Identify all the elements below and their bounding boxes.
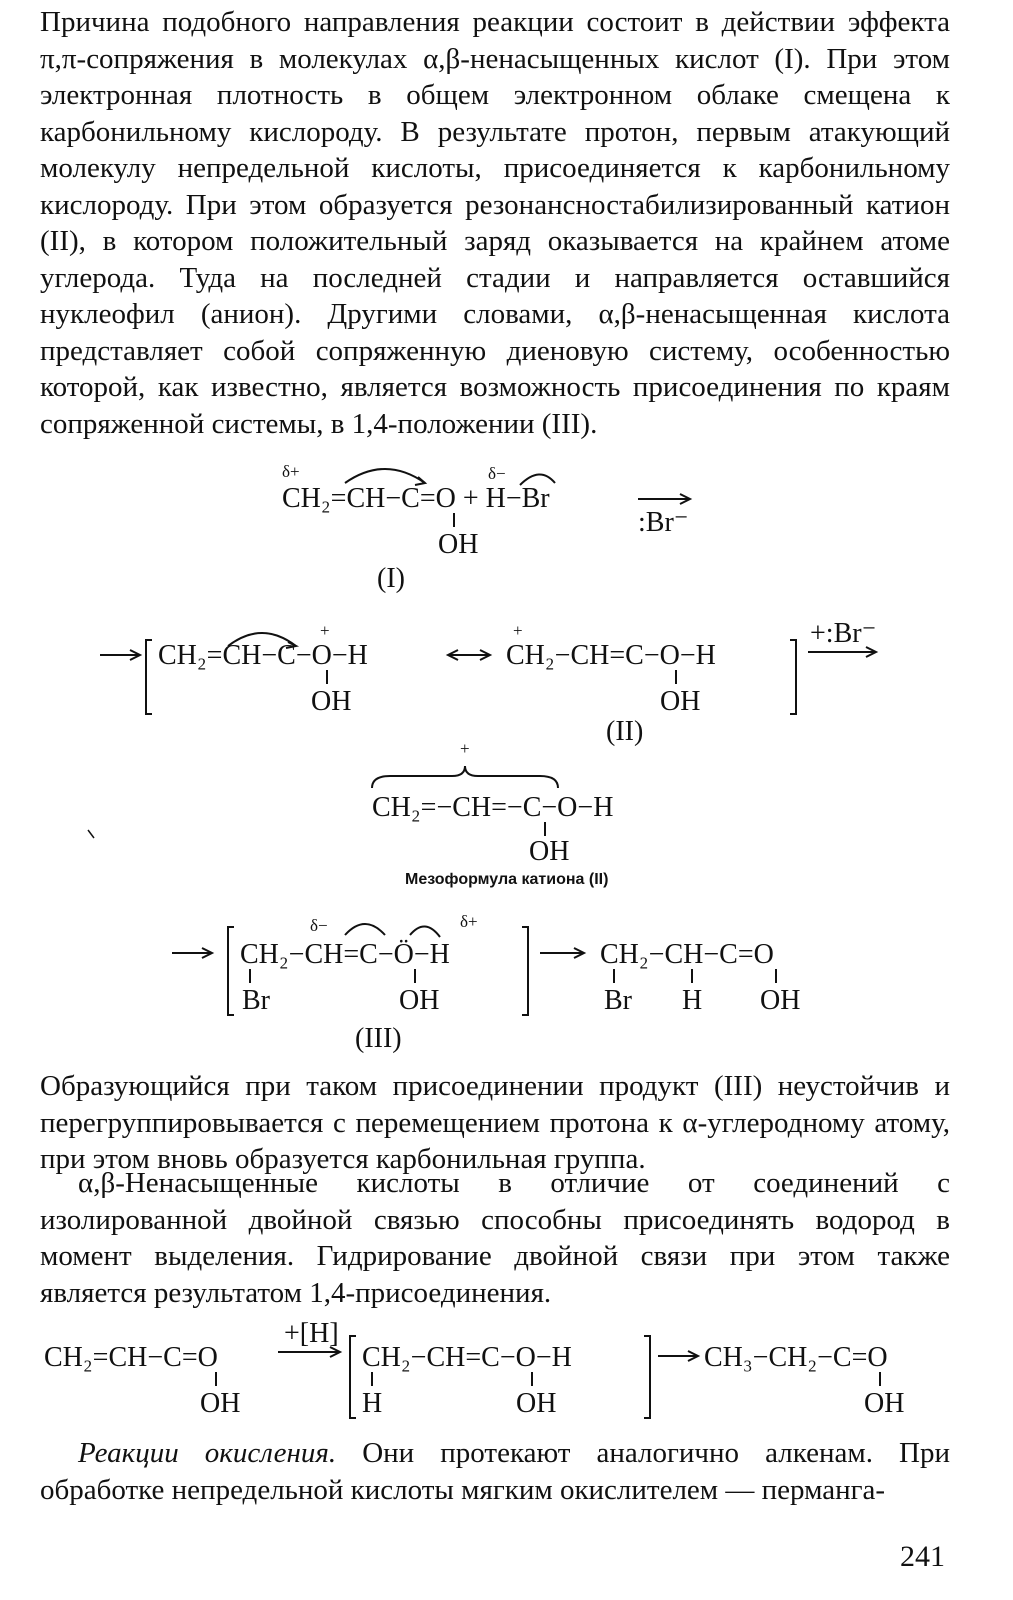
intermediate-III: CH₂−CH=C−Ö−H: [240, 939, 450, 970]
reagent-label: :Br⁻: [638, 507, 689, 538]
oh-group: OH: [200, 1388, 241, 1419]
compound-label-I: (I): [377, 563, 405, 594]
mesoformula-caption: Мезоформула катиона (II): [405, 871, 609, 888]
compound-label-III: (III): [355, 1023, 402, 1054]
oh-group: OH: [529, 836, 570, 867]
plus-charge: +: [513, 621, 523, 640]
delta-plus-label: δ+: [460, 912, 478, 931]
br-group: Br: [604, 985, 632, 1016]
hydrogenation-scheme: [0, 1318, 1013, 1428]
plus-charge: +: [460, 739, 470, 758]
reaction-scheme-2: [0, 612, 1013, 752]
compound-label-II: (II): [606, 716, 644, 747]
reactant-formula: CH₂=CH−C=O + H−Br: [282, 483, 550, 514]
br-group: Br: [242, 985, 270, 1016]
delta-plus-label: δ+: [282, 462, 300, 481]
reagent-label: +:Br⁻: [810, 618, 877, 649]
paragraph-4: [40, 1435, 950, 1508]
mesoformula-scheme: [0, 738, 1013, 898]
h-group: H: [362, 1388, 383, 1419]
paragraph-3: α,β-Ненасыщенные кислоты в отличие от соединений с изолированной двойной связью способны присоединять водород в момент выделения. Гидрирование двойной связи при этом также является результатом 1,4-присоединения.: [40, 1167, 950, 1309]
right-bracket: [790, 640, 796, 714]
page-number: 241: [900, 1540, 945, 1573]
oh-group: OH: [660, 686, 701, 717]
delta-minus-label: δ−: [488, 464, 506, 483]
intermediate-formula: CH₂−CH=C−O−H: [362, 1342, 572, 1373]
paragraph-1: Причина подобного направления реакции состоит в действии эффекта π,π-сопряжения в молекулах α,β-ненасыщенных кислот (I). При этом электронная плотность в общем электронном облаке смещена к карбонильному кислороду. В результате протон, первым атакующий молекулу непредельной кислоты, присоединяется к карбонильному кислороду. При этом образуется резонансностабилизированный катион (II), в котором положительный заряд оказывается на крайнем атоме углерода. Туда на последней стадии и направляется оставшийся нуклеофил (анион). Другими словами, α,β-ненасыщенная кислота представляет собой сопряженную диеновую систему, особенностью которой, как известно, является возможность присоединения по краям сопряженной системы, в 1,4-положении (III).: [40, 6, 950, 440]
oh-group: OH: [760, 985, 801, 1016]
start-formula: CH₂=CH−C=O: [44, 1342, 218, 1373]
product-formula: CH₂−CH−C=O: [600, 939, 774, 970]
h-group: H: [682, 985, 703, 1016]
mesoformula: CH₂=−CH=−C−O−H: [372, 792, 614, 823]
electron-shift-arrow: [410, 926, 440, 937]
oh-group: OH: [438, 529, 479, 560]
section-heading-oxidation: Реакции окисления.: [78, 1437, 337, 1469]
reaction-scheme-3: [0, 905, 1013, 1055]
plus-charge: +: [320, 621, 330, 640]
paragraph-4-text: Они протекают аналогично алкенам. При обработке непредельной кислоты мягким окислителем — перманга-: [40, 1437, 950, 1506]
oh-group: OH: [399, 985, 440, 1016]
left-bracket: [146, 640, 152, 714]
right-bracket: [644, 1336, 650, 1418]
delta-minus-label: δ−: [310, 916, 328, 935]
reaction-scheme-1: [0, 455, 1013, 595]
left-bracket: [228, 927, 234, 1015]
reagent-label: +[H]: [284, 1318, 339, 1349]
stray-mark: [88, 830, 94, 838]
oh-group: OH: [311, 686, 352, 717]
resonance-left: CH₂=CH−C−O−H: [158, 640, 368, 671]
delocalization-brace: [372, 766, 558, 788]
oh-group: OH: [864, 1388, 905, 1419]
electron-shift-arrow: [345, 469, 425, 483]
paragraph-2: Образующийся при таком присоединении продукт (III) неустойчив и перегруппировывается с перемещением протона к α-углеродному атому, при этом вновь образуется карбонильная группа.: [40, 1070, 950, 1175]
electron-shift-arrow: [345, 924, 385, 935]
end-formula: CH₃−CH₂−C=O: [704, 1342, 888, 1373]
left-bracket: [350, 1336, 356, 1418]
oh-group: OH: [516, 1388, 557, 1419]
right-bracket: [522, 927, 528, 1015]
resonance-right: CH₂−CH=C−O−H: [506, 640, 716, 671]
